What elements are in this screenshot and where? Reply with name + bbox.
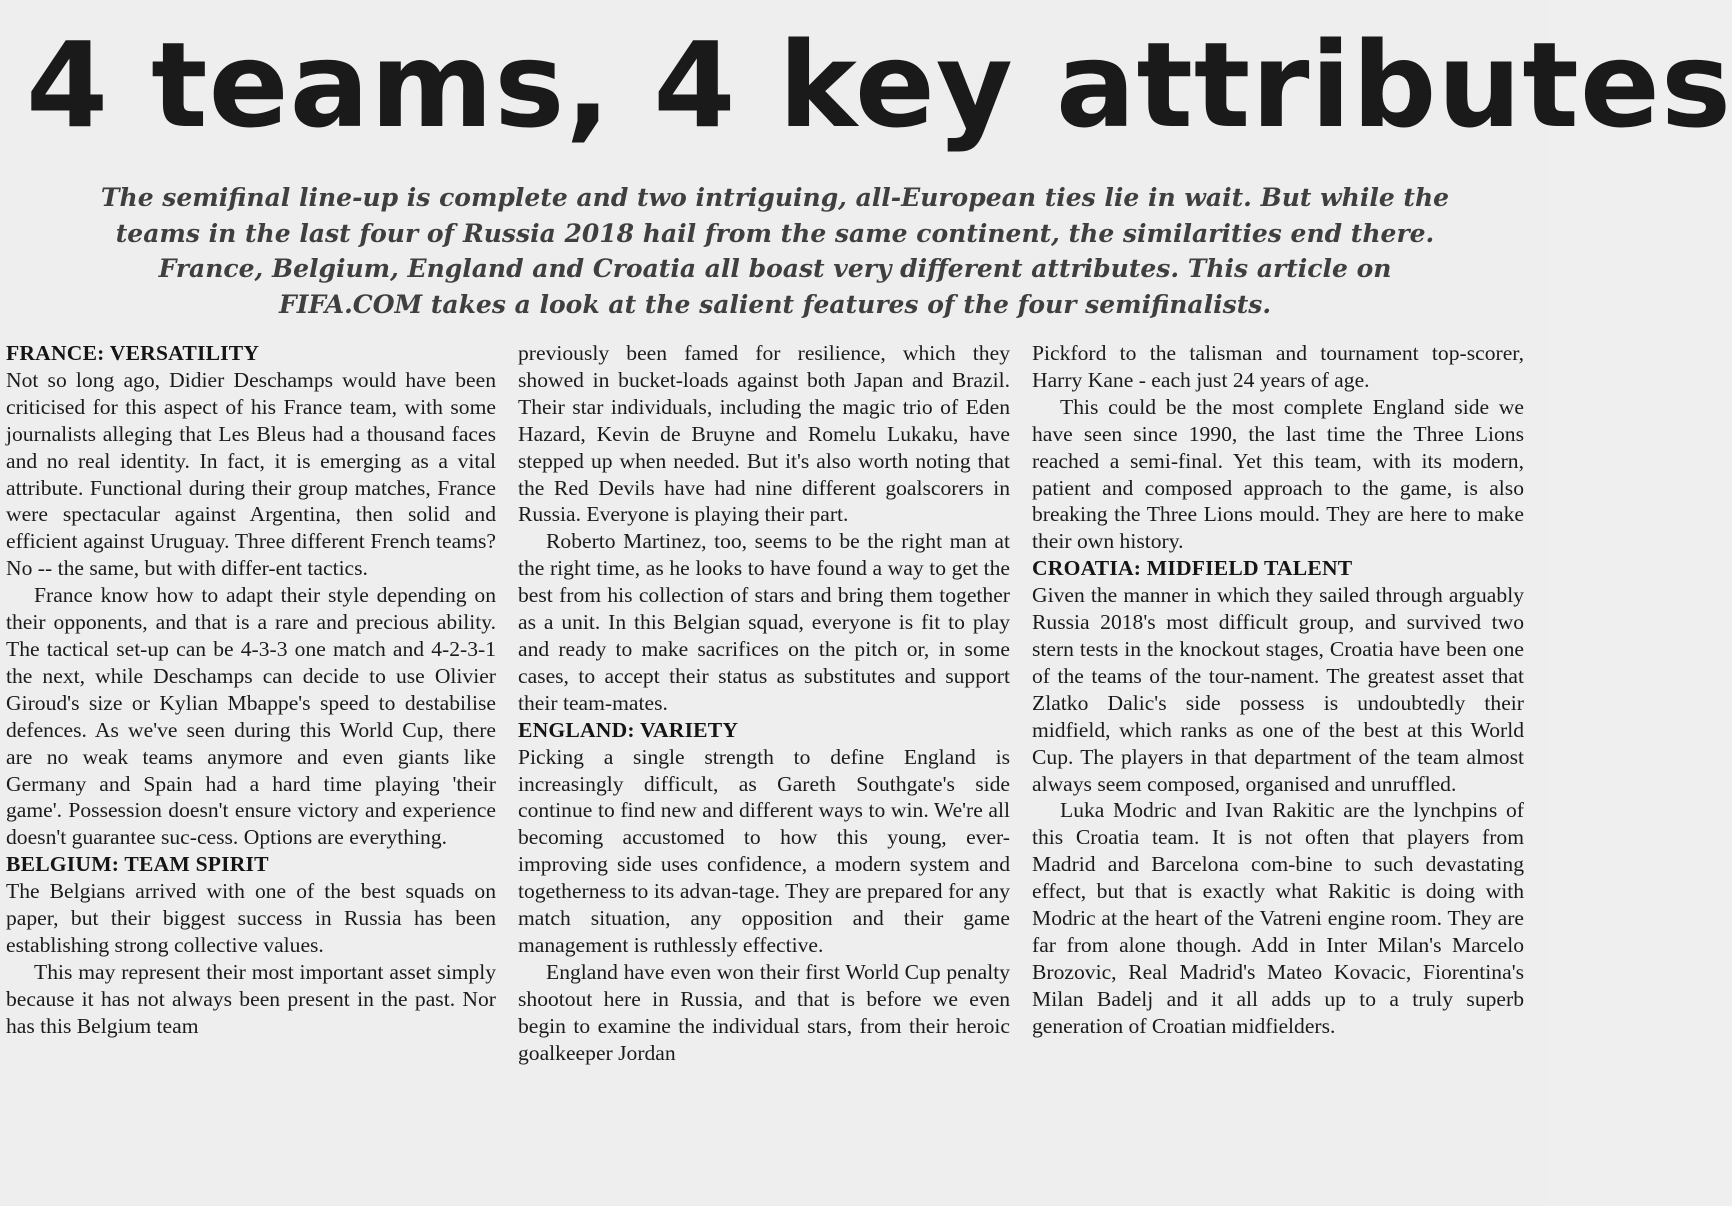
column-3 [1032, 340, 1524, 1040]
section-heading-france: FRANCE: VERSATILITY [6, 341, 260, 365]
paragraph: This could be the most complete England side we have seen since 1990, the last time the Three Lions reached a semi-final. Yet this team, with its modern, patient and composed approach to the game, is also breaking the Three Lions mould. They are here to make their own history. [1032, 394, 1524, 554]
paragraph: This may represent their most important asset simply because it has not always been present in the past. Nor has this Belgium team [6, 959, 496, 1038]
article-columns [0, 340, 1547, 1180]
standfirst: The semifinal line-up is complete and two intriguing, all-European ties lie in wait. But while the teams in the last four of Russia 2018 hail from the same continent, the similarities end there. France, Belgium, England and Croatia all boast very different attributes. This article on FIFA.COM takes a look at the salient features of the four semifinalists. [100, 183, 1450, 319]
paragraph: France know how to adapt their style depending on their opponents, and that is a rare and precious ability. The tactical set-up can be 4-3-3 one match and 4-2-3-1 the next, while Deschamps can decide to use Olivier Giroud's size or Kylian Mbappe's speed to destabilise defences. As we've seen during this World Cup, there are no weak teams anymore and even giants like Germany and Spain had a hard time playing 'their game'. Possession doesn't ensure victory and experience doesn't guarantee suc-cess. Options are everything. [6, 583, 496, 850]
paragraph: The Belgians arrived with one of the best squads on paper, but their biggest success in Russia has been establishing strong collective values. [6, 879, 496, 957]
section-heading-england: ENGLAND: VARIETY [518, 717, 739, 742]
paragraph: Picking a single strength to define England is increasingly difficult, as Gareth Southgate's side continue to find new and different ways to win. We're all becoming accustomed to how this young, ever-improving side uses confidence, a modern system and togetherness to its advan-tage. They are prepared for any match situation, any opposition and their game management is ruthlessly effective. [518, 744, 1010, 957]
paragraph: Not so long ago, Didier Deschamps would have been criticised for this aspect of his France team, with some journalists alleging that Les Bleus had a thousand faces and no real identity. In fact, it is emerging as a vital attribute. Functional during their group matches, France were spectacular against Argentina, then solid and efficient against Uruguay. Three different French teams? No -- the same, but with differ-ent tactics. [6, 367, 496, 581]
section-heading-croatia: CROATIA: MIDFIELD TALENT [1032, 556, 1353, 581]
paragraph: previously been famed for resilience, which they showed in bucket-loads against both Japan and Brazil. Their star individuals, including the magic trio of Eden Hazard, Kevin de Bruyne and Romelu Lukaku, have stepped up when needed. But it's also worth noting that the Red Devils have had nine different goalscorers in Russia. Everyone is playing their part. [518, 341, 1010, 527]
paragraph: England have even won their first World Cup penalty shootout here in Russia, and that is before we even begin to examine the individual stars, from their heroic goalkeeper Jordan [518, 959, 1010, 1065]
column-1 [6, 340, 496, 1040]
paragraph: Roberto Martinez, too, seems to be the right man at the right time, as he looks to have found a way to get the best from his collection of stars and bring them together as a unit. In this Belgian squad, everyone is fit to play and ready to make sacrifices on the pitch or, in some cases, to accept their status as substitutes and support their team-mates. [518, 529, 1010, 715]
section-heading-belgium: BELGIUM: TEAM SPIRIT [6, 852, 269, 877]
headline: 4 teams, 4 key attributes [26, 16, 1732, 154]
column-2 [518, 340, 1010, 1066]
paragraph: Given the manner in which they sailed through arguably Russia 2018's most difficult group, and survived two stern tests in the knockout stages, Croatia have been one of the teams of the tour-nament. The greatest asset that Zlatko Dalic's side possess is undoubtedly their midfield, which ranks as one of the best at this World Cup. The players in that department of the team almost always seem composed, organised and unruffled. [1032, 583, 1524, 796]
paragraph: Luka Modric and Ivan Rakitic are the lynchpins of this Croatia team. It is not often that players from Madrid and Barcelona com-bine to such devastating effect, but that is exactly what Rakitic is doing with Modric at the heart of the Vatreni engine room. They are far from alone though. Add in Inter Milan's Marcelo Brozovic, Real Madrid's Mateo Kovacic, Fiorentina's Milan Badelj and it all adds up to a truly superb generation of Croatian midfielders. [1032, 798, 1524, 1038]
paragraph: Pickford to the talisman and tournament top-scorer, Harry Kane - each just 24 years of age. [1032, 341, 1524, 392]
